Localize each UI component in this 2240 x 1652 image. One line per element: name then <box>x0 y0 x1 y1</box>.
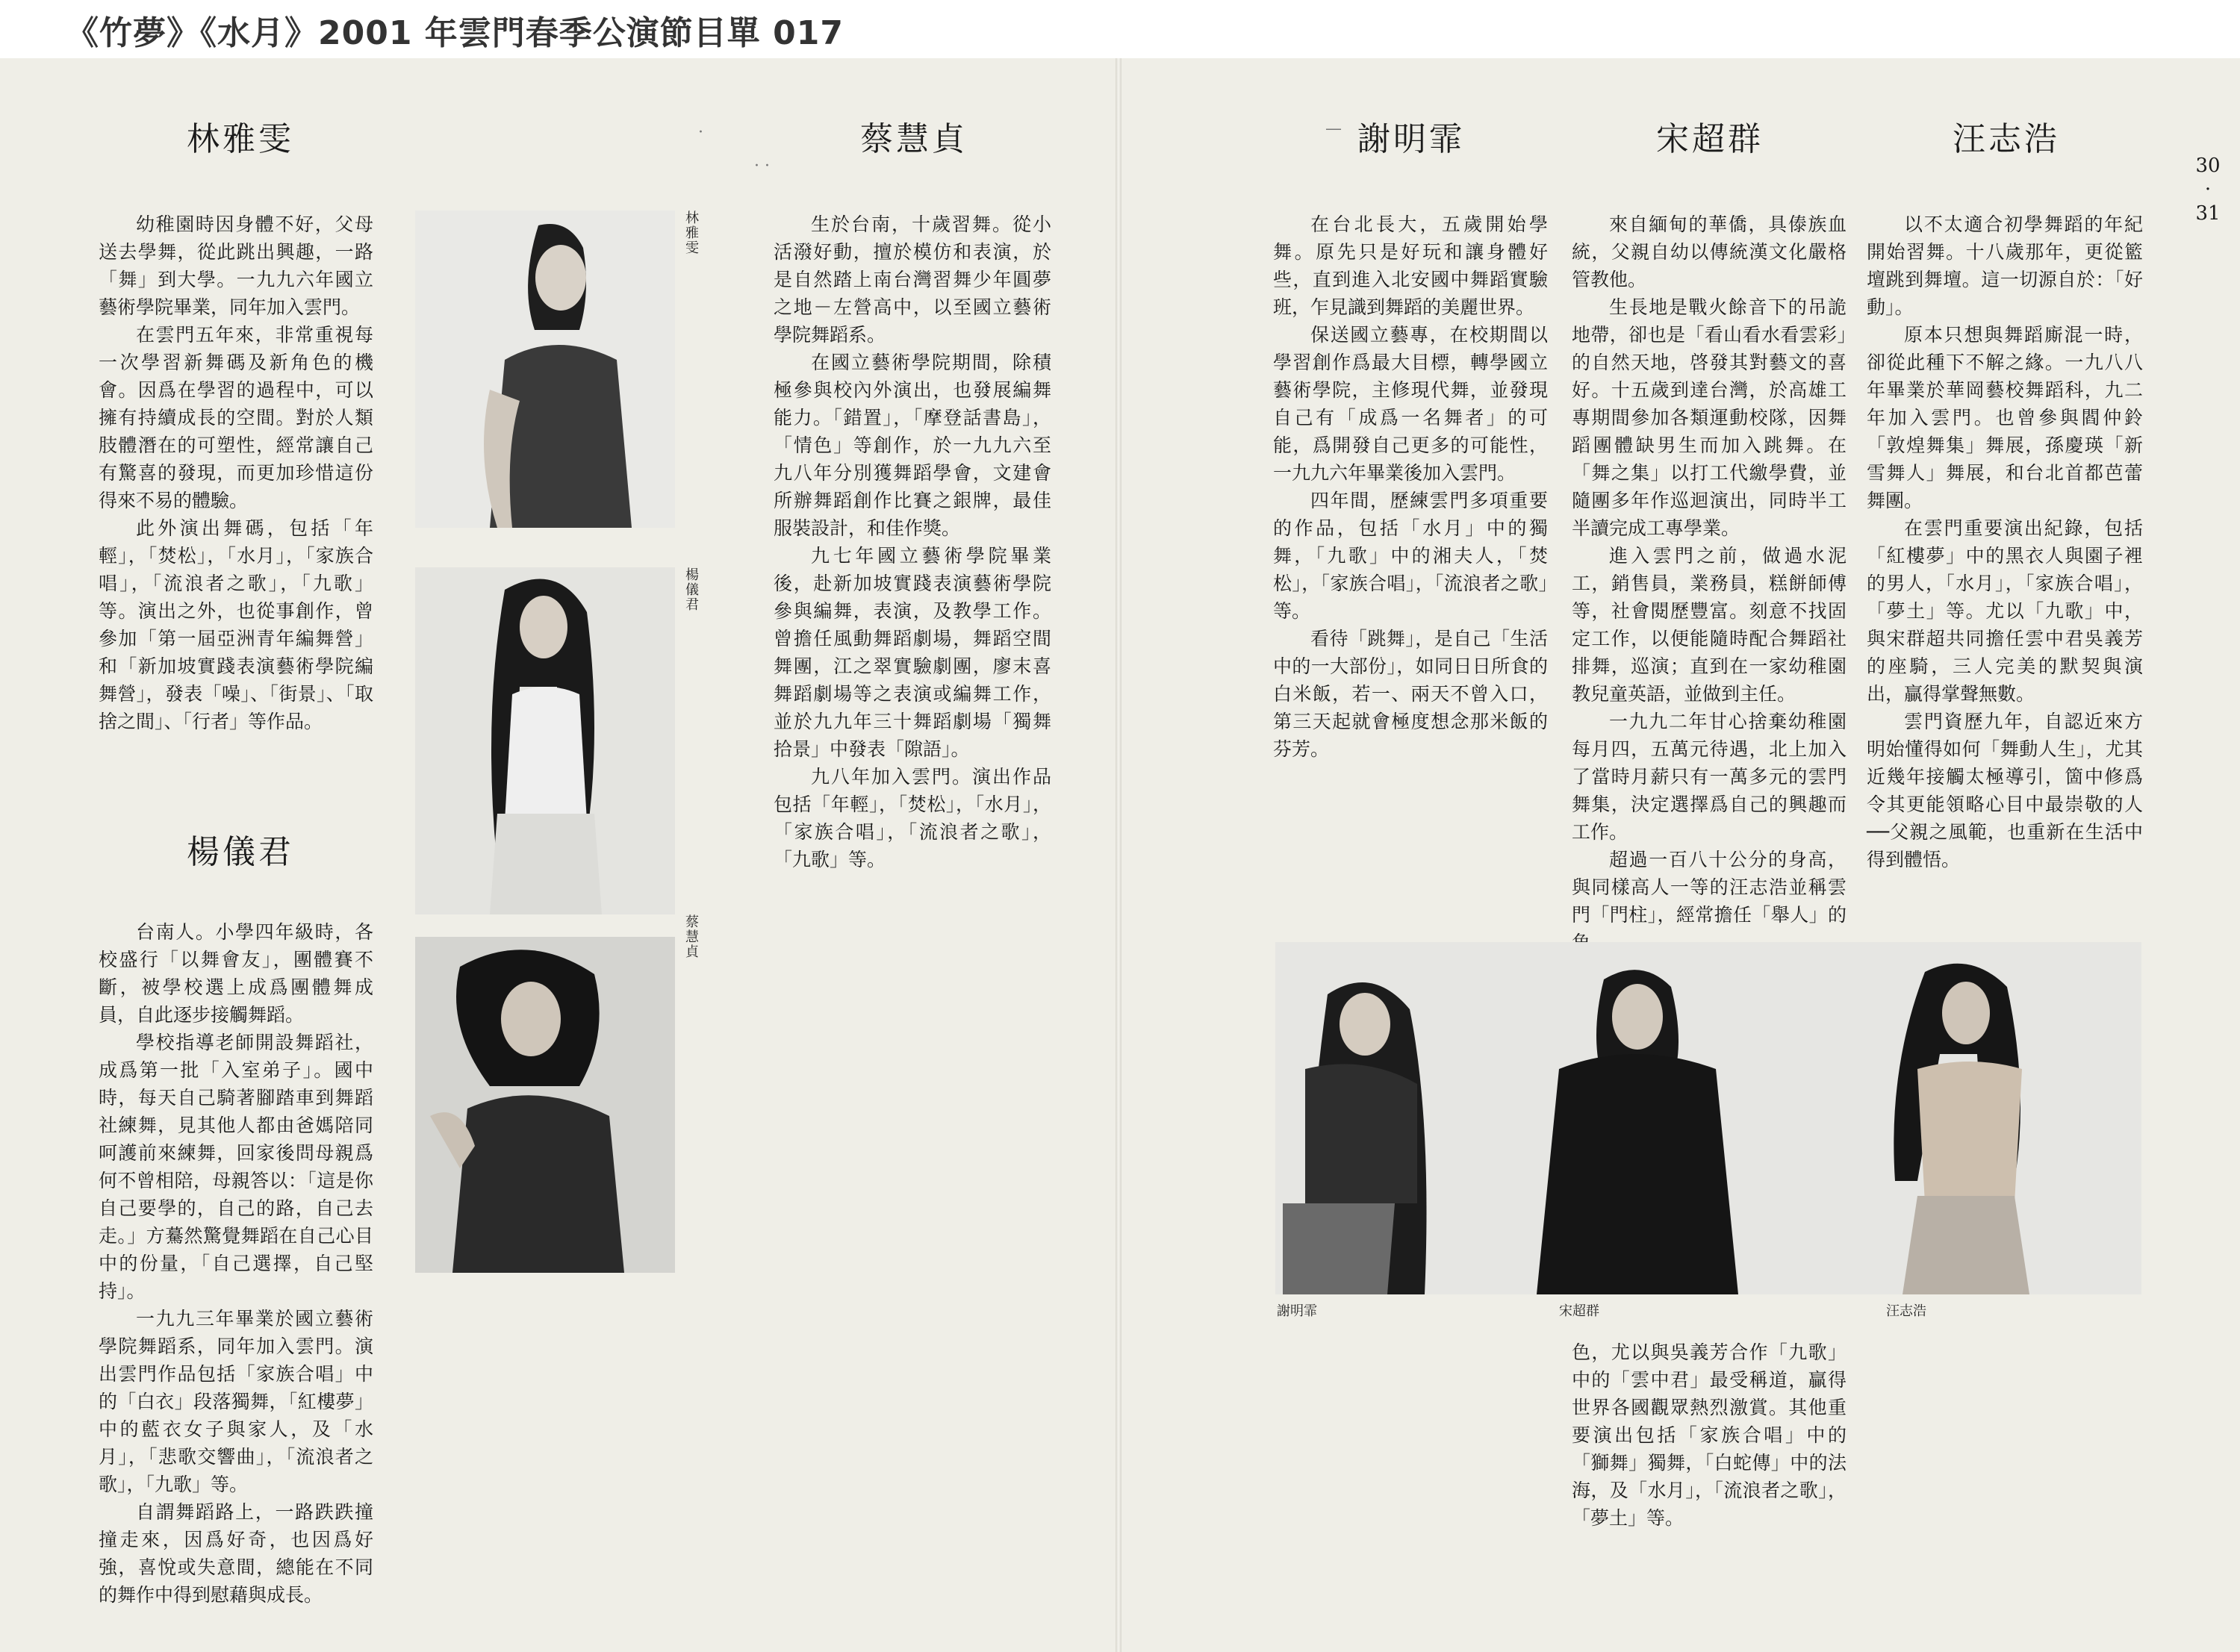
bio-hsieh <box>1273 211 1548 763</box>
photo-yang <box>415 567 675 914</box>
bio-paragraph: 色，尤以與吳義芳合作「九歌」中的「雲中君」最受稱道，贏得世界各國觀眾熱烈激賞。其他重要演出包括「家族合唱」中的「獅舞」獨舞，「白蛇傳」中的法海，及「水月」，「流浪者之歌」，「夢土」等。 <box>1572 1341 1847 1529</box>
photo-caption-yang: 楊儀君 <box>683 567 699 612</box>
bio-paragraph: 學校指導老師開設舞蹈社，成爲第一批「入室弟子」。國中時，每天自己騎著腳踏車到舞蹈社練舞，見其他人都由爸媽陪同呵護前來練舞，回家後問母親爲何不曾相陪，母親答以：「這是你自己要學的，自己的路，自己去走。」方驀然驚覺舞蹈在自己心目中的份量，「自己選擇，自己堅持」。 <box>99 1032 373 1302</box>
bio-paragraph: 看待「跳舞」，是自己「生活中的一大部份」，如同日日所食的白米飯，若一、兩天不曾入口，第三天起就會極度想念那米飯的芬芳。 <box>1273 628 1548 760</box>
archive-title: 《竹夢》《水月》2001 年雲門春季公演節目單 017 <box>66 14 844 52</box>
bio-paragraph: 在台北長大，五歲開始學舞。原先只是好玩和讓身體好些，直到進入北安國中舞蹈實驗班，乍見識到舞蹈的美麗世界。 <box>1273 213 1548 318</box>
page-number-left: 30 <box>2195 155 2221 177</box>
photo-caption-tsai: 蔡慧貞 <box>683 914 699 959</box>
bio-paragraph: 超過一百八十公分的身高，與同樣高人一等的汪志浩並稱雲門「門柱」，經常擔任「舉人」的 <box>1572 849 1847 926</box>
bio-paragraph: 九八年加入雲門。演出作品包括「年輕」，「焚松」，「水月」，「家族合唱」，「流浪者之歌」，「九歌」等。 <box>774 766 1051 870</box>
bio-paragraph: 在國立藝術學院期間，除積極參與校內外演出，也發展編舞能力。「錯置」，「摩登話書島」，「情色」等創作，於一九九六至九八年分別獲舞蹈學會，文建會所辦舞蹈創作比賽之銀牌，最佳服裝設計，和佳作獎。 <box>774 352 1051 539</box>
print-dash: — <box>1325 119 1342 138</box>
bio-paragraph: 生於台南，十歲習舞。從小活潑好動，擅於模仿和表演，於是自然踏上南台灣習舞少年圓夢之地－左營高中，以至國立藝術學院舞蹈系。 <box>774 213 1051 346</box>
bio-sung-continued <box>1572 1338 1847 1532</box>
group-caption-wang: 汪志浩 <box>1886 1303 1926 1319</box>
photo-caption-lin: 林雅雯 <box>683 211 699 255</box>
bio-paragraph: 九七年國立藝術學院畢業後，赴新加坡實踐表演藝術學院參與編舞，表演，及教學工作。曾擔任風動舞蹈劇場，舞蹈空間舞團，江之翠實驗劇團，廖末喜舞蹈劇場等之表演或編舞工作，並於九九年三十舞蹈劇場「獨舞拾景」中發表「隙語」。 <box>774 545 1051 760</box>
bio-paragraph: 自謂舞蹈路上，一路跌跌撞撞走來，因爲好奇，也因爲好強，喜悅或失意間，總能在不同的舞作中得到慰藉與成長。 <box>99 1501 373 1606</box>
bio-paragraph: 雲門資歷九年，自認近來方明始懂得如何「舞動人生」，尤其近幾年接觸太極導引，箇中修爲令其更能領略心目中最崇敬的人──父親之風範，也重新在生活中得到體悟。 <box>1867 711 2143 870</box>
bio-paragraph: 在雲門五年來，非常重視每一次學習新舞碼及新角色的機會。因爲在學習的過程中，可以擁有持續成長的空間。對於人類肢體潛在的可塑性，經常讓自己有驚喜的發現，而更加珍惜這份得來不易的體驗。 <box>99 324 373 511</box>
group-photo <box>1275 942 2141 1294</box>
dancer-name-lin: 林雅雯 <box>187 120 294 158</box>
dancer-name-tsai: 蔡慧貞 <box>860 120 968 158</box>
group-caption-sung: 宋超群 <box>1559 1303 1599 1319</box>
photo-lin <box>415 211 675 528</box>
dancer-name-hsieh: 謝明霏 <box>1357 120 1465 158</box>
bio-paragraph: 一九九三年畢業於國立藝術學院舞蹈系，同年加入雲門。演出雲門作品包括「家族合唱」中的「白衣」段落獨舞，「紅樓夢」中的藍衣女子與家人，及「水月」，「悲歌交響曲」，「流浪者之歌」，「九歌」等。 <box>99 1308 373 1495</box>
dancer-name-wang: 汪志浩 <box>1953 120 2060 158</box>
print-speck: · · <box>754 157 770 175</box>
dancer-name-yang: 楊儀君 <box>187 833 294 871</box>
bio-paragraph: 台南人。小學四年級時，各校盛行「以舞會友」，團體賽不斷，被學校選上成爲團體舞成員，自此逐步接觸舞蹈。 <box>99 921 373 1026</box>
bio-paragraph: 在雲門重要演出紀錄，包括「紅樓夢」中的黑衣人與園子裡的男人，「水月」，「家族合唱」，「夢土」等。尤以「九歌」中，與宋群超共同擔任雲中君吳義芳的座騎，三人完美的默契與演出，贏得掌聲無數。 <box>1867 517 2143 705</box>
dancer-name-sung: 宋超群 <box>1656 120 1764 158</box>
group-caption-hsieh: 謝明霏 <box>1277 1303 1317 1319</box>
archive-header <box>0 0 2240 58</box>
page-number-right: 31 <box>2195 202 2221 225</box>
print-speck: · <box>698 123 703 142</box>
bio-paragraph: 一九九二年甘心捨棄幼稚園每月四，五萬元待遇，北上加入了當時月薪只有一萬多元的雲門舞集，決定選擇爲自己的興趣而工作。 <box>1572 711 1847 843</box>
bio-paragraph: 以不太適合初學舞蹈的年紀開始習舞。十八歲那年，更從籃壇跳到舞壇。這一切源自於：「好動」。 <box>1867 213 2143 318</box>
photo-tsai <box>415 937 675 1273</box>
bio-yang <box>99 918 373 1609</box>
bio-paragraph: 原本只想與舞蹈廝混一時，卻從此種下不解之緣。一九八八年畢業於華岡藝校舞蹈科，九二年加入雲門。也曾參與閻仲鈴「敦煌舞集」舞展，孫慶瑛「新雪舞人」舞展，和台北首都芭蕾舞團。 <box>1867 324 2143 511</box>
bio-paragraph: 來自緬甸的華僑，具傣族血統，父親自幼以傳統漢文化嚴格管教他。 <box>1572 213 1847 290</box>
book-spine <box>1116 58 1121 1652</box>
bio-paragraph: 此外演出舞碼，包括「年輕」，「焚松」，「水月」，「家族合唱」，「流浪者之歌」，「九歌」等。演出之外，也從事創作，曾參加「第一屆亞洲青年編舞營」和「新加坡實踐表演藝術學院編舞營」，發表「噪」、「街景」、「取捨之間」、「行者」等作品。 <box>99 517 373 732</box>
bio-paragraph: 保送國立藝專，在校期間以學習創作爲最大目標，轉學國立藝術學院，主修現代舞，並發現自己有「成爲一名舞者」的可能，爲開發自己更多的可能性，一九九六年畢業後加入雲門。 <box>1273 324 1548 484</box>
bio-paragraph: 生長地是戰火餘音下的吊詭地帶，卻也是「看山看水看雲彩」的自然天地，啓發其對藝文的喜好。十五歲到達台灣，於高雄工專期間參加各類運動校隊，因舞蹈團體缺男生而加入跳舞。在「舞之集」以打工代繳學費，並隨團多年作巡迴演出，同時半工半讀完成工專學業。 <box>1572 296 1847 539</box>
bio-tsai <box>774 211 1051 873</box>
page-number-dot: · <box>2204 178 2212 201</box>
bio-paragraph: 幼稚園時因身體不好，父母送去學舞，從此跳出興趣，一路「舞」到大學。一九九六年國立藝術學院畢業，同年加入雲門。 <box>99 213 373 318</box>
page-number <box>2189 154 2227 225</box>
bio-paragraph: 進入雲門之前，做過水泥工，銷售員，業務員，糕餅師傅等，社會閱歷豐富。刻意不找固定工作，以便能隨時配合舞蹈社排舞，巡演；直到在一家幼稚園教兒童英語，並做到主任。 <box>1572 545 1847 705</box>
bio-sung <box>1572 211 1847 956</box>
bio-wang <box>1867 211 2143 873</box>
bio-paragraph: 四年間，歷練雲門多項重要的作品，包括「水月」中的獨舞，「九歌」中的湘夫人，「焚松」，「家族合唱」，「流浪者之歌」等。 <box>1273 490 1548 622</box>
bio-lin <box>99 211 373 735</box>
